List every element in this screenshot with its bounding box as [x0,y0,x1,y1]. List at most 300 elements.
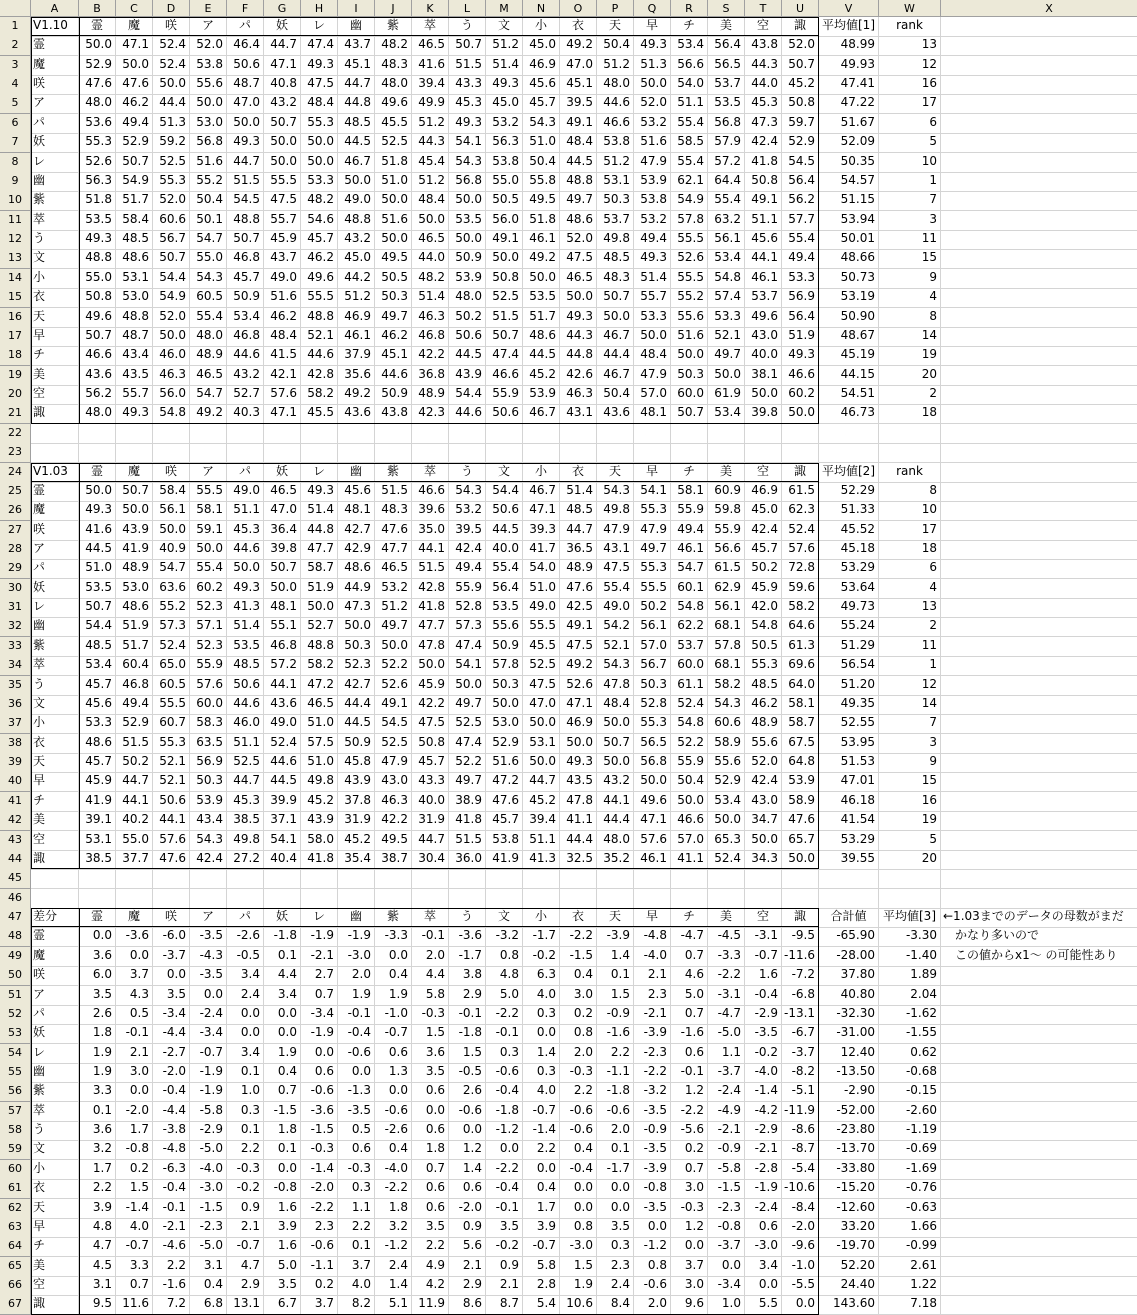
table-cell[interactable]: 3.5 [486,1218,523,1238]
table-cell[interactable]: 57.9 [708,133,745,153]
table-cell[interactable]: 50.4 [523,153,560,173]
table-cell[interactable]: 45.7 [745,540,782,560]
column-header-L[interactable]: L [449,0,486,17]
empty-cell[interactable] [941,211,1137,231]
row-header-44[interactable]: 44 [0,850,31,870]
table3-row-name[interactable]: 美 [31,1257,79,1277]
table3-col-header[interactable]: 衣 [560,908,597,928]
table2-col-header[interactable]: 文 [486,463,523,483]
table-cell[interactable]: 56.1 [153,501,190,521]
empty-cell[interactable] [782,443,819,463]
table-cell[interactable]: 3.3 [79,1082,116,1102]
table-cell[interactable]: 60.2 [190,579,227,599]
empty-cell[interactable] [941,366,1137,386]
table1-col-header[interactable]: 萃 [412,17,449,37]
table-cell[interactable]: 67.5 [782,734,819,754]
table-cell[interactable]: 47.0 [264,501,301,521]
table-cell[interactable]: 51.5 [412,559,449,579]
table-cell[interactable]: 3.3 [116,1257,153,1277]
table3-row-name[interactable]: 萃 [31,1102,79,1122]
row-header-65[interactable]: 65 [0,1257,31,1277]
table-cell[interactable]: 53.1 [597,172,634,192]
table-cell[interactable]: 58.9 [782,792,819,812]
table-cell[interactable]: 53.2 [375,579,412,599]
table-cell[interactable]: 55.3 [745,656,782,676]
table-cell[interactable]: 62.9 [708,579,745,599]
empty-cell[interactable] [227,424,264,444]
table1-col-header[interactable]: 咲 [153,17,190,37]
table-cell[interactable]: 50.0 [264,579,301,599]
table-cell[interactable]: -0.4 [486,1082,523,1102]
empty-cell[interactable] [264,889,301,909]
table-cell[interactable]: 43.2 [338,230,375,250]
table-cell[interactable]: -0.4 [153,1082,190,1102]
table-cell[interactable]: 9.5 [79,1295,116,1315]
table-cell[interactable]: 46.9 [523,56,560,76]
avg-cell[interactable]: -0.99 [879,1237,941,1257]
table-cell[interactable]: 45.6 [79,695,116,715]
table-cell[interactable]: 47.5 [264,191,301,211]
table-cell[interactable]: 44.5 [449,346,486,366]
table-cell[interactable]: -9.6 [782,1237,819,1257]
empty-cell[interactable] [116,443,153,463]
table-cell[interactable]: 50.0 [449,191,486,211]
table2-col-header[interactable]: パ [227,463,264,483]
avg-cell[interactable]: 53.29 [819,831,879,851]
table-cell[interactable]: 50.7 [782,56,819,76]
table-cell[interactable]: 48.6 [338,559,375,579]
table-cell[interactable]: 3.7 [338,1257,375,1277]
rank-cell[interactable]: 12 [879,676,941,696]
table-cell[interactable]: 49.0 [523,598,560,618]
table-cell[interactable]: 68.1 [708,656,745,676]
table-cell[interactable]: 45.9 [745,579,782,599]
table-cell[interactable]: 0.0 [560,1199,597,1219]
table-cell[interactable]: 2.0 [412,947,449,967]
table-cell[interactable]: 51.0 [79,559,116,579]
table-cell[interactable]: 0.3 [523,1005,560,1025]
table1-row-name[interactable]: 諏 [31,404,79,424]
table-cell[interactable]: 42.8 [301,366,338,386]
table-cell[interactable]: 0.2 [671,1140,708,1160]
table-cell[interactable]: 58.1 [782,695,819,715]
row-header-1[interactable]: 1 [0,17,31,37]
table-cell[interactable]: 57.5 [301,734,338,754]
table-cell[interactable]: 50.0 [671,792,708,812]
avg-cell[interactable]: -0.69 [879,1140,941,1160]
table-cell[interactable]: -1.9 [338,927,375,947]
table-cell[interactable]: 52.0 [560,230,597,250]
table-cell[interactable]: 57.0 [671,831,708,851]
table-cell[interactable]: 41.3 [227,598,264,618]
empty-cell[interactable] [941,36,1137,56]
table2-col-header[interactable]: う [449,463,486,483]
table-cell[interactable]: 47.7 [301,540,338,560]
empty-cell[interactable] [941,734,1137,754]
table1-col-header[interactable]: 霊 [79,17,116,37]
table-cell[interactable]: 11.9 [412,1295,449,1315]
row-header-67[interactable]: 67 [0,1295,31,1315]
table-cell[interactable]: 45.0 [338,249,375,269]
table-cell[interactable]: -2.8 [745,1160,782,1180]
table-cell[interactable]: 46.6 [486,366,523,386]
table-cell[interactable]: -2.2 [560,927,597,947]
table-cell[interactable]: 46.8 [227,249,264,269]
table-cell[interactable]: 51.7 [116,637,153,657]
table-cell[interactable]: 52.4 [708,850,745,870]
table-cell[interactable]: -0.6 [338,1044,375,1064]
table-cell[interactable]: -1.8 [597,1082,634,1102]
table3-col-header[interactable]: 小 [523,908,560,928]
table-cell[interactable]: 6.3 [523,966,560,986]
empty-cell[interactable] [227,443,264,463]
table-cell[interactable]: -2.4 [190,1005,227,1025]
table-cell[interactable]: 2.2 [227,1140,264,1160]
empty-cell[interactable] [375,443,412,463]
table-cell[interactable]: 49.3 [79,230,116,250]
table-cell[interactable]: 51.6 [264,288,301,308]
table-cell[interactable]: 56.5 [708,56,745,76]
table-cell[interactable]: 39.8 [264,540,301,560]
empty-cell[interactable] [486,443,523,463]
empty-cell[interactable] [941,792,1137,812]
table-cell[interactable]: 48.2 [301,191,338,211]
table-cell[interactable]: 53.3 [708,308,745,328]
table-cell[interactable]: 56.7 [153,230,190,250]
table-cell[interactable]: 48.6 [116,598,153,618]
table-cell[interactable]: 0.3 [338,1179,375,1199]
empty-cell[interactable] [153,889,190,909]
table-cell[interactable]: -5.0 [190,1140,227,1160]
table-cell[interactable]: 56.3 [486,133,523,153]
table-cell[interactable]: 53.3 [634,308,671,328]
rank-cell[interactable]: 9 [879,753,941,773]
table-cell[interactable]: -5.4 [782,1160,819,1180]
table-cell[interactable]: 53.4 [671,36,708,56]
rank-cell[interactable]: 18 [879,404,941,424]
table-cell[interactable]: 57.0 [634,637,671,657]
table-cell[interactable]: 55.6 [671,308,708,328]
table-cell[interactable]: 46.5 [412,36,449,56]
table2-col-header[interactable]: ア [190,463,227,483]
table-cell[interactable]: 48.8 [338,211,375,231]
table2-col-header[interactable]: 萃 [412,463,449,483]
table-cell[interactable]: 53.3 [301,172,338,192]
empty-cell[interactable] [412,424,449,444]
table-cell[interactable]: -2.2 [708,966,745,986]
total-cell[interactable]: 24.40 [819,1276,879,1296]
table-cell[interactable]: -2.2 [486,1160,523,1180]
table-cell[interactable]: 0.7 [671,1160,708,1180]
empty-cell[interactable] [819,889,879,909]
table-cell[interactable]: -2.4 [708,1082,745,1102]
avg-cell[interactable]: 52.09 [819,133,879,153]
table-cell[interactable]: 3.0 [560,986,597,1006]
table-cell[interactable]: 52.1 [708,327,745,347]
table-cell[interactable]: 0.9 [449,1218,486,1238]
table1-row-name[interactable]: 紫 [31,191,79,211]
table-cell[interactable]: 53.5 [79,211,116,231]
table-cell[interactable]: 55.4 [708,191,745,211]
table-cell[interactable]: 60.0 [671,385,708,405]
table-cell[interactable]: 53.7 [708,75,745,95]
table-cell[interactable]: 36.0 [449,850,486,870]
table-cell[interactable]: -3.5 [190,927,227,947]
table-cell[interactable]: 3.5 [79,986,116,1006]
table-cell[interactable]: 47.8 [560,792,597,812]
table-cell[interactable]: 47.5 [523,676,560,696]
table-cell[interactable]: 44.7 [412,831,449,851]
table-cell[interactable]: 52.9 [116,714,153,734]
table3-col-header[interactable]: 早 [634,908,671,928]
table-cell[interactable]: 54.3 [190,269,227,289]
column-header-A[interactable]: A [31,0,79,17]
row-header-5[interactable]: 5 [0,94,31,114]
empty-cell[interactable] [941,327,1137,347]
avg-cell[interactable]: -2.60 [879,1102,941,1122]
empty-cell[interactable] [708,424,745,444]
table-cell[interactable]: 1.2 [671,1082,708,1102]
table-cell[interactable]: 0.0 [708,1257,745,1277]
empty-cell[interactable] [941,676,1137,696]
table-cell[interactable]: 42.7 [338,521,375,541]
table-cell[interactable]: 51.3 [153,114,190,134]
table-cell[interactable]: 52.0 [153,191,190,211]
table-cell[interactable]: -0.6 [449,1102,486,1122]
table-cell[interactable]: 48.3 [597,269,634,289]
table-cell[interactable]: 1.2 [449,1140,486,1160]
table-cell[interactable]: 0.0 [597,1179,634,1199]
table-cell[interactable]: 1.8 [264,1121,301,1141]
table-cell[interactable]: 50.7 [597,288,634,308]
table-cell[interactable]: 55.2 [190,172,227,192]
avg-cell[interactable]: 51.53 [819,753,879,773]
table-cell[interactable]: 56.1 [708,598,745,618]
table-cell[interactable]: 45.6 [338,482,375,502]
table-cell[interactable]: 50.9 [227,288,264,308]
row-header-25[interactable]: 25 [0,482,31,502]
table-cell[interactable]: 51.3 [634,56,671,76]
table-cell[interactable]: 0.6 [671,1044,708,1064]
table-cell[interactable]: -1.1 [301,1257,338,1277]
table-cell[interactable]: -4.3 [190,947,227,967]
table-cell[interactable]: 50.0 [449,676,486,696]
table-cell[interactable]: 3.7 [116,966,153,986]
table1-col-header[interactable]: 衣 [560,17,597,37]
table-cell[interactable]: 43.7 [264,249,301,269]
empty-cell[interactable] [745,869,782,889]
table-cell[interactable]: 48.6 [523,327,560,347]
table-cell[interactable]: 72.8 [782,559,819,579]
empty-cell[interactable] [941,501,1137,521]
empty-cell[interactable] [941,1257,1137,1277]
table-cell[interactable]: 55.5 [634,579,671,599]
table-cell[interactable]: 11.6 [116,1295,153,1315]
table-cell[interactable]: 51.4 [634,269,671,289]
table-cell[interactable]: 52.6 [671,249,708,269]
table-cell[interactable]: 5.5 [745,1295,782,1315]
empty-cell[interactable] [264,869,301,889]
table3-row-name[interactable]: 諏 [31,1295,79,1315]
table-cell[interactable]: 45.7 [486,811,523,831]
table-cell[interactable]: 44.5 [560,153,597,173]
table3-col-header[interactable]: ア [190,908,227,928]
table-cell[interactable]: 50.0 [412,656,449,676]
table-cell[interactable]: 51.2 [412,114,449,134]
rank-cell[interactable]: 1 [879,172,941,192]
table-cell[interactable]: 55.7 [634,288,671,308]
table-cell[interactable]: 54.1 [264,831,301,851]
table-cell[interactable]: 50.3 [597,191,634,211]
table-cell[interactable]: 48.0 [375,75,412,95]
table3-col-header[interactable]: 幽 [338,908,375,928]
table-cell[interactable]: 51.6 [486,753,523,773]
table-cell[interactable]: -1.4 [301,1160,338,1180]
avg-cell[interactable]: 48.99 [819,36,879,56]
table-cell[interactable]: 3.2 [79,1140,116,1160]
empty-cell[interactable] [190,424,227,444]
table-cell[interactable]: -0.1 [116,1024,153,1044]
empty-cell[interactable] [153,424,190,444]
table-cell[interactable]: 55.9 [708,521,745,541]
table-cell[interactable]: 51.0 [301,714,338,734]
table-cell[interactable]: 49.6 [634,792,671,812]
table-cell[interactable]: 0.1 [338,1237,375,1257]
table-cell[interactable]: 60.0 [190,695,227,715]
table-cell[interactable]: 52.3 [190,598,227,618]
table-cell[interactable]: -0.1 [486,1199,523,1219]
avg-cell[interactable]: -1.62 [879,1005,941,1025]
row-header-16[interactable]: 16 [0,308,31,328]
table-cell[interactable]: 58.2 [301,656,338,676]
table-cell[interactable]: 1.3 [375,1063,412,1083]
table-cell[interactable]: 49.3 [449,114,486,134]
table-cell[interactable]: 0.8 [634,1257,671,1277]
rank-cell[interactable]: 4 [879,288,941,308]
table-cell[interactable]: 52.2 [671,734,708,754]
column-header-F[interactable]: F [227,0,264,17]
table-cell[interactable]: 53.1 [523,734,560,754]
table-cell[interactable]: 53.8 [190,56,227,76]
table2-col-header[interactable]: 紫 [375,463,412,483]
empty-cell[interactable] [597,889,634,909]
table-cell[interactable]: 2.6 [79,1005,116,1025]
table-cell[interactable]: -2.3 [190,1218,227,1238]
table-cell[interactable]: 0.5 [338,1121,375,1141]
table-cell[interactable]: 56.8 [634,753,671,773]
table2-col-header[interactable]: 魔 [116,463,153,483]
table-cell[interactable]: 47.2 [486,772,523,792]
table-cell[interactable]: -4.7 [708,1005,745,1025]
table-cell[interactable]: 0.0 [153,966,190,986]
empty-cell[interactable] [671,869,708,889]
table-cell[interactable]: 48.4 [560,133,597,153]
table-cell[interactable]: 43.8 [375,404,412,424]
table-cell[interactable]: -1.8 [449,1024,486,1044]
note-text[interactable]: かなり多いので [941,927,1137,947]
table2-row-name[interactable]: 妖 [31,579,79,599]
empty-cell[interactable] [412,443,449,463]
table-cell[interactable]: 2.2 [338,1218,375,1238]
table-cell[interactable]: 52.5 [486,288,523,308]
table-cell[interactable]: 50.7 [79,327,116,347]
table-cell[interactable]: 3.0 [116,1063,153,1083]
empty-cell[interactable] [486,424,523,444]
table-cell[interactable]: 2.9 [449,1276,486,1296]
table-cell[interactable]: 51.6 [671,327,708,347]
table-cell[interactable]: -0.7 [523,1237,560,1257]
table-cell[interactable]: 44.6 [449,404,486,424]
row-header-42[interactable]: 42 [0,811,31,831]
table-cell[interactable]: 2.3 [301,1218,338,1238]
table-cell[interactable]: 38.5 [227,811,264,831]
table-cell[interactable]: 53.0 [116,579,153,599]
table-cell[interactable]: 0.0 [412,1102,449,1122]
table-cell[interactable]: 3.7 [671,1257,708,1277]
table2-col-header[interactable]: 小 [523,463,560,483]
table-cell[interactable]: 46.5 [375,559,412,579]
table-cell[interactable]: 36.5 [560,540,597,560]
table-cell[interactable]: 49.3 [79,501,116,521]
table-cell[interactable]: -3.3 [708,947,745,967]
table1-col-header[interactable]: う [449,17,486,37]
empty-cell[interactable] [879,424,941,444]
table-cell[interactable]: 44.3 [560,327,597,347]
avg-cell[interactable]: 49.93 [819,56,879,76]
table-cell[interactable]: 54.8 [153,404,190,424]
table-cell[interactable]: 55.0 [190,249,227,269]
total-cell[interactable]: -31.00 [819,1024,879,1044]
table-cell[interactable]: -6.3 [153,1160,190,1180]
row-header-26[interactable]: 26 [0,501,31,521]
rank-cell[interactable]: 7 [879,191,941,211]
table-cell[interactable]: 41.6 [412,56,449,76]
empty-cell[interactable] [338,869,375,889]
table-cell[interactable]: 0.6 [412,1121,449,1141]
table-cell[interactable]: -0.3 [338,1160,375,1180]
table-cell[interactable]: 57.6 [153,831,190,851]
empty-cell[interactable] [31,424,79,444]
table-cell[interactable]: 2.2 [597,1044,634,1064]
table-cell[interactable]: 2.1 [227,1218,264,1238]
table-cell[interactable]: 50.0 [301,133,338,153]
column-header-B[interactable]: B [79,0,116,17]
avg-cell[interactable]: -0.68 [879,1063,941,1083]
table-cell[interactable]: 50.0 [708,366,745,386]
table3-row-name[interactable]: ア [31,986,79,1006]
table1-row-name[interactable]: ア [31,94,79,114]
table-cell[interactable]: 2.2 [560,1082,597,1102]
table-cell[interactable]: 42.2 [412,695,449,715]
table-cell[interactable]: 2.0 [597,1121,634,1141]
table-cell[interactable]: -6.0 [153,927,190,947]
empty-cell[interactable] [941,288,1137,308]
table-cell[interactable]: 52.7 [227,385,264,405]
table-cell[interactable]: 54.1 [634,482,671,502]
table-cell[interactable]: 56.9 [782,288,819,308]
table-cell[interactable]: -2.0 [782,1218,819,1238]
table3-row-name[interactable]: 妖 [31,1024,79,1044]
table-cell[interactable]: 44.1 [597,792,634,812]
table-cell[interactable]: -0.6 [597,1102,634,1122]
table-cell[interactable]: 0.0 [375,947,412,967]
table-cell[interactable]: 39.6 [412,501,449,521]
row-header-58[interactable]: 58 [0,1121,31,1141]
empty-cell[interactable] [941,1237,1137,1257]
table-cell[interactable]: 45.7 [301,230,338,250]
table3-row-name[interactable]: 文 [31,1140,79,1160]
table-cell[interactable]: 53.8 [486,831,523,851]
